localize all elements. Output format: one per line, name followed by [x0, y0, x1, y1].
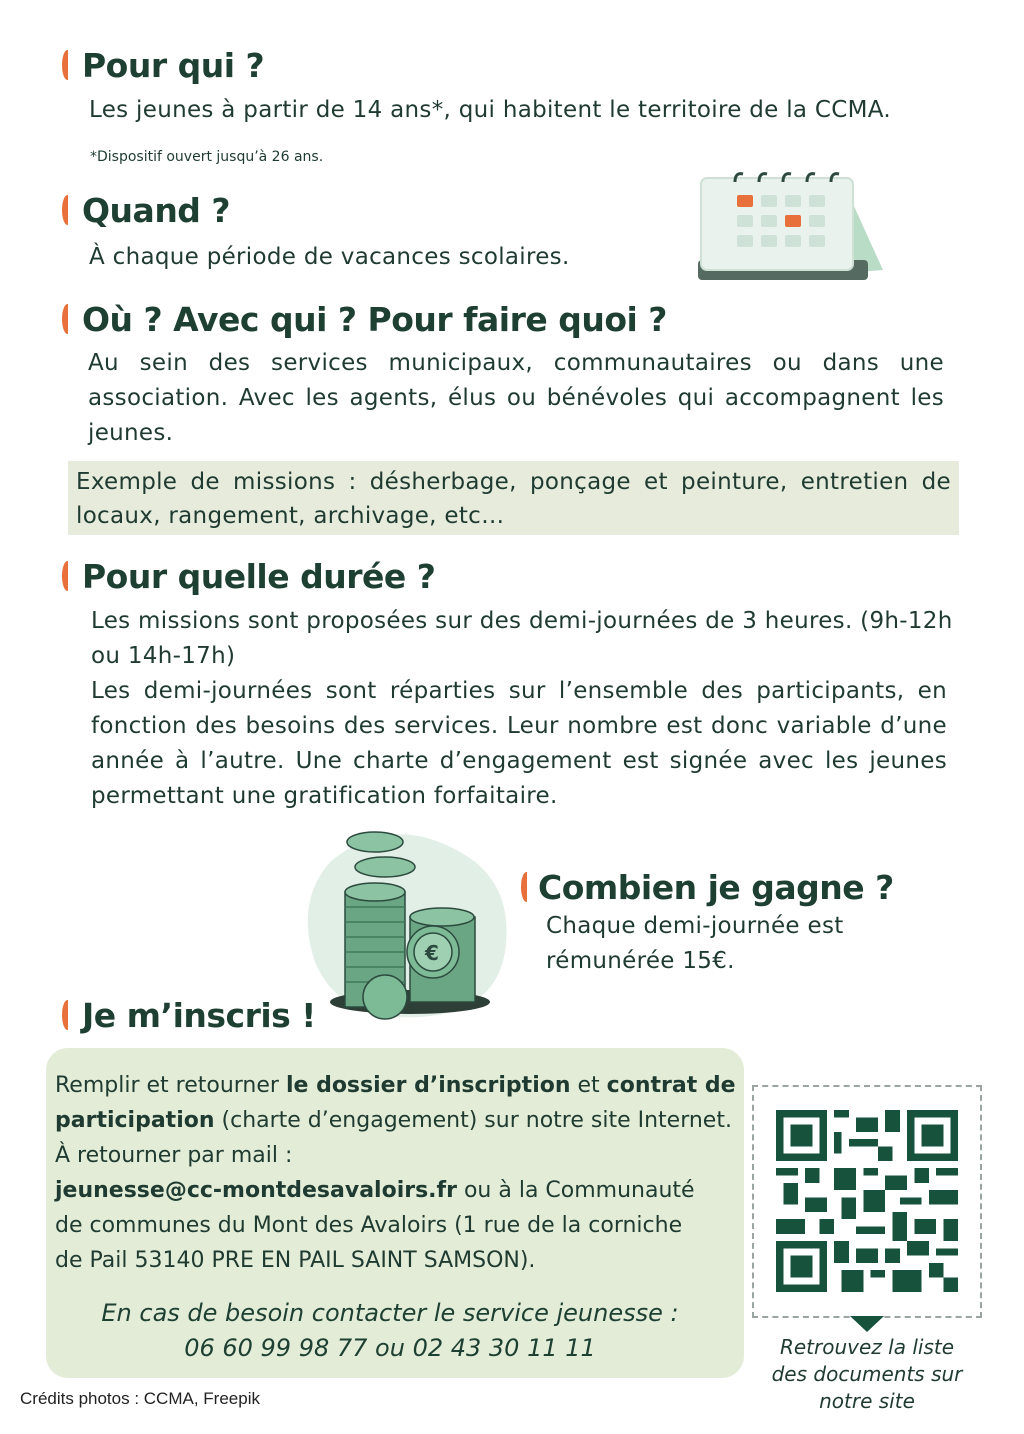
bracket-icon [62, 561, 73, 591]
heading-where [62, 300, 667, 339]
duration-line: permettant une gratification forfaitaire. [91, 783, 558, 809]
coins-illustration [300, 822, 515, 1027]
register-address-line: de Pail 53140 PRE EN PAIL SAINT SAMSON). [55, 1248, 536, 1273]
pay-line: Chaque demi-journée est [546, 913, 844, 939]
register-part3: (charte d’engagement) sur notre site Internet. [214, 1108, 732, 1133]
heading-who [62, 46, 264, 85]
heading-who-text: Pour qui ? [82, 46, 265, 85]
heading-when-text: Quand ? [82, 191, 231, 230]
register-part1: Remplir et retourner [55, 1073, 286, 1098]
heading-when [62, 191, 230, 230]
contact-phones: 06 60 99 98 77 ou 02 43 30 11 11 [184, 1334, 596, 1362]
duration-line: année à l’autre. Une charte d’engagement est signée avec les jeunes [91, 748, 947, 774]
bracket-icon [62, 1000, 73, 1030]
contact-block [60, 1296, 720, 1366]
calendar-illustration [693, 160, 888, 285]
bracket-icon [62, 195, 73, 225]
register-line [55, 1103, 745, 1138]
arrow-down-icon [850, 1316, 884, 1332]
heading-register-text: Je m’inscris ! [82, 996, 316, 1035]
bracket-icon [62, 50, 73, 80]
photo-credits: Crédits photos : CCMA, Freepik [20, 1389, 260, 1408]
register-part2: et [570, 1073, 607, 1098]
where-text [88, 346, 944, 451]
when-text: À chaque période de vacances scolaires. [89, 244, 570, 270]
svg-text:€: € [425, 941, 439, 965]
register-line [55, 1173, 745, 1208]
who-text: Les jeunes à partir de 14 ans*, qui habitent le territoire de la CCMA. [89, 97, 892, 123]
qr-code-icon[interactable] [776, 1110, 958, 1292]
who-note: *Dispositif ouvert jusqu’à 26 ans. [90, 149, 324, 165]
where-line: jeunes. [88, 420, 174, 446]
heading-where-text: Où ? Avec qui ? Pour faire quoi ? [82, 300, 667, 339]
duration-line: ou 14h-17h) [91, 643, 236, 669]
duration-line: Les demi-journées sont réparties sur l’ensemble des participants, en [91, 678, 947, 704]
bracket-icon [521, 872, 532, 902]
register-address-line: de communes du Mont des Avaloirs (1 rue de la corniche [55, 1213, 683, 1238]
qr-caption-line: notre site [819, 1389, 915, 1413]
example-line: locaux, rangement, archivage, etc… [76, 503, 505, 529]
bracket-icon [62, 304, 73, 334]
where-line: association. Avec les agents, élus ou bénévoles qui accompagnent les [88, 385, 944, 411]
register-mail-label: À retourner par mail : [55, 1143, 293, 1168]
example-line: Exemple de missions : désherbage, ponçage et peinture, entretien de [76, 469, 951, 495]
heading-pay [521, 868, 894, 907]
register-participation-link[interactable]: participation [55, 1108, 215, 1133]
pay-line: rémunérée 15€. [546, 948, 735, 974]
contact-line: En cas de besoin contacter le service jeunesse : [101, 1299, 679, 1327]
register-text [55, 1068, 745, 1278]
example-text [76, 465, 951, 533]
duration-line: fonction des besoins des services. Leur nombre est donc variable d’une [91, 713, 947, 739]
register-email-link[interactable]: jeunesse@cc-montdesavaloirs.fr [55, 1178, 457, 1203]
heading-duration-text: Pour quelle durée ? [82, 557, 436, 596]
duration-text [91, 604, 953, 814]
duration-line: Les missions sont proposées sur des demi-journées de 3 heures. (9h-12h [91, 608, 953, 634]
register-contrat-link[interactable]: contrat de [606, 1073, 736, 1098]
register-part4: ou à la Communauté [456, 1178, 695, 1203]
heading-register [62, 996, 316, 1035]
qr-caption [752, 1334, 982, 1415]
pay-text [546, 909, 844, 979]
register-line [55, 1068, 745, 1103]
qr-caption-line: Retrouvez la liste [779, 1335, 955, 1359]
qr-caption-line: des documents sur [771, 1362, 963, 1386]
register-dossier-link[interactable]: le dossier d’inscription [285, 1073, 571, 1098]
where-line: Au sein des services municipaux, communautaires ou dans une [88, 350, 944, 376]
heading-pay-text: Combien je gagne ? [538, 868, 894, 907]
example-box [68, 461, 959, 535]
heading-duration [62, 557, 435, 596]
